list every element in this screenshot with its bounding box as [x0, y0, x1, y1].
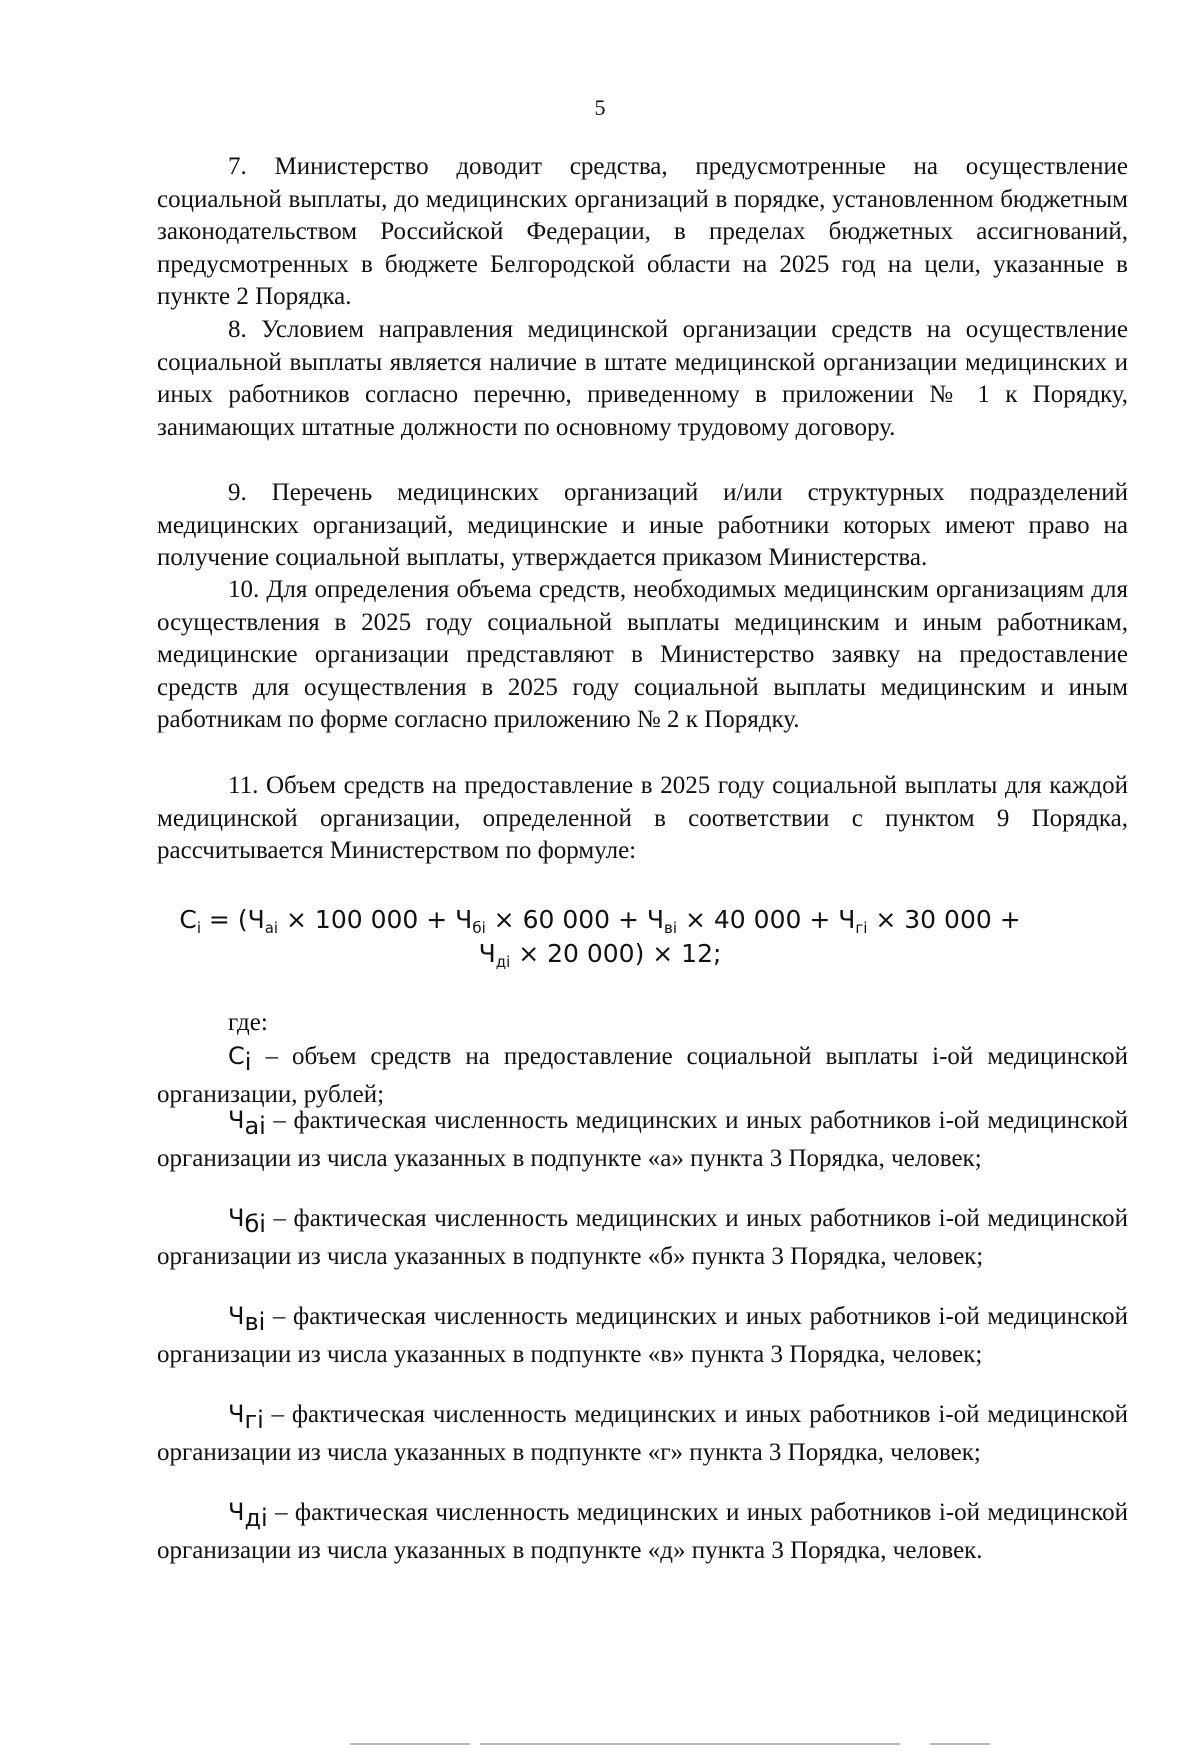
definition-c: $С_i$ – объем средств на предоставление социальной выплаты i-ой медицинской организации, рублей; — [157, 1042, 1128, 1108]
definition-ch-a: $Ч_{ai}$ – фактическая численность медицинских и иных работников i-ой медицинской организации из числа указанных в подпункте «а» пункта 3 Порядка, человек; — [157, 1106, 1128, 1172]
scan-artifact — [930, 1743, 990, 1745]
scan-artifact — [480, 1743, 900, 1745]
definition-ch-g: $Ч_{гi}$ – фактическая численность медицинских и иных работников i-ой медицинской организации из числа указанных в подпункте «г» пункта 3 Порядка, человек; — [157, 1400, 1128, 1466]
definition-ch-d: $Ч_{дi}$ – фактическая численность медицинских и иных работников i-ой медицинской организации из числа указанных в подпункте «д» пункта 3 Порядка, человек. — [157, 1498, 1128, 1564]
paragraph-10: 10. Для определения объема средств, необходимых медицинским организациям для осуществления в 2025 году социальной выплаты медицинским и иным работникам, медицинские организации представляют в Министерство заявку на предоставление средств для осуществления в 2025 году социальной выплаты медицинским и иным работникам по форме согласно приложению № 2 к Порядку. — [157, 576, 1128, 733]
paragraph-8: 8. Условием направления медицинской организации средств на осуществление социальной выплаты является наличие в штате медицинской организации медицинских и иных работников согласно перечню, приведенному в приложении № 1 к Порядку, занимающих штатные должности по основному трудовому договору. — [157, 316, 1128, 441]
paragraph-11: 11. Объем средств на предоставление в 2025 году социальной выплаты для каждой медицинской организации, определенной в соответствии с пунктом 9 Порядка, рассчитывается Министерством по формуле: — [157, 772, 1128, 864]
paragraph-9: 9. Перечень медицинских организаций и/или структурных подразделений медицинских организаций, медицинские и иные работники которых имеют право на получение социальной выплаты, утверждается приказом Министерства. — [157, 479, 1128, 571]
definition-ch-v: $Ч_{вi}$ – фактическая численность медицинских и иных работников i-ой медицинской организации из числа указанных в подпункте «в» пункта 3 Порядка, человек; — [157, 1302, 1128, 1368]
where-label: где: — [228, 1009, 268, 1036]
formula-line-2: $Ч_{дi} \times 20$ 000) × 12; — [478, 939, 722, 971]
definition-ch-b: $Ч_{бi}$ – фактическая численность медицинских и иных работников i-ой медицинской организации из числа указанных в подпункте «б» пункта 3 Порядка, человек; — [157, 1204, 1128, 1270]
formula-line-1: $С_i = (Ч_{ai} \times 100$ $000 + Ч_{бi} \times 60$ $000 + Ч_{вi} \times 40$ $000 + Ч_{гi} \times 30$ 000 + — [179, 905, 1021, 937]
scan-artifact — [350, 1743, 470, 1745]
page-number: 5 — [594, 95, 606, 120]
paragraph-7: 7. Министерство доводит средства, предусмотренные на осуществление социальной выплаты, до медицинских организаций в порядке, установленном бюджетным законодательством Российской Федерации, в пределах бюджетных ассигнований, предусмотренных в бюджете Белгородской области на 2025 год на цели, указанные в пункте 2 Порядка. — [157, 153, 1128, 310]
